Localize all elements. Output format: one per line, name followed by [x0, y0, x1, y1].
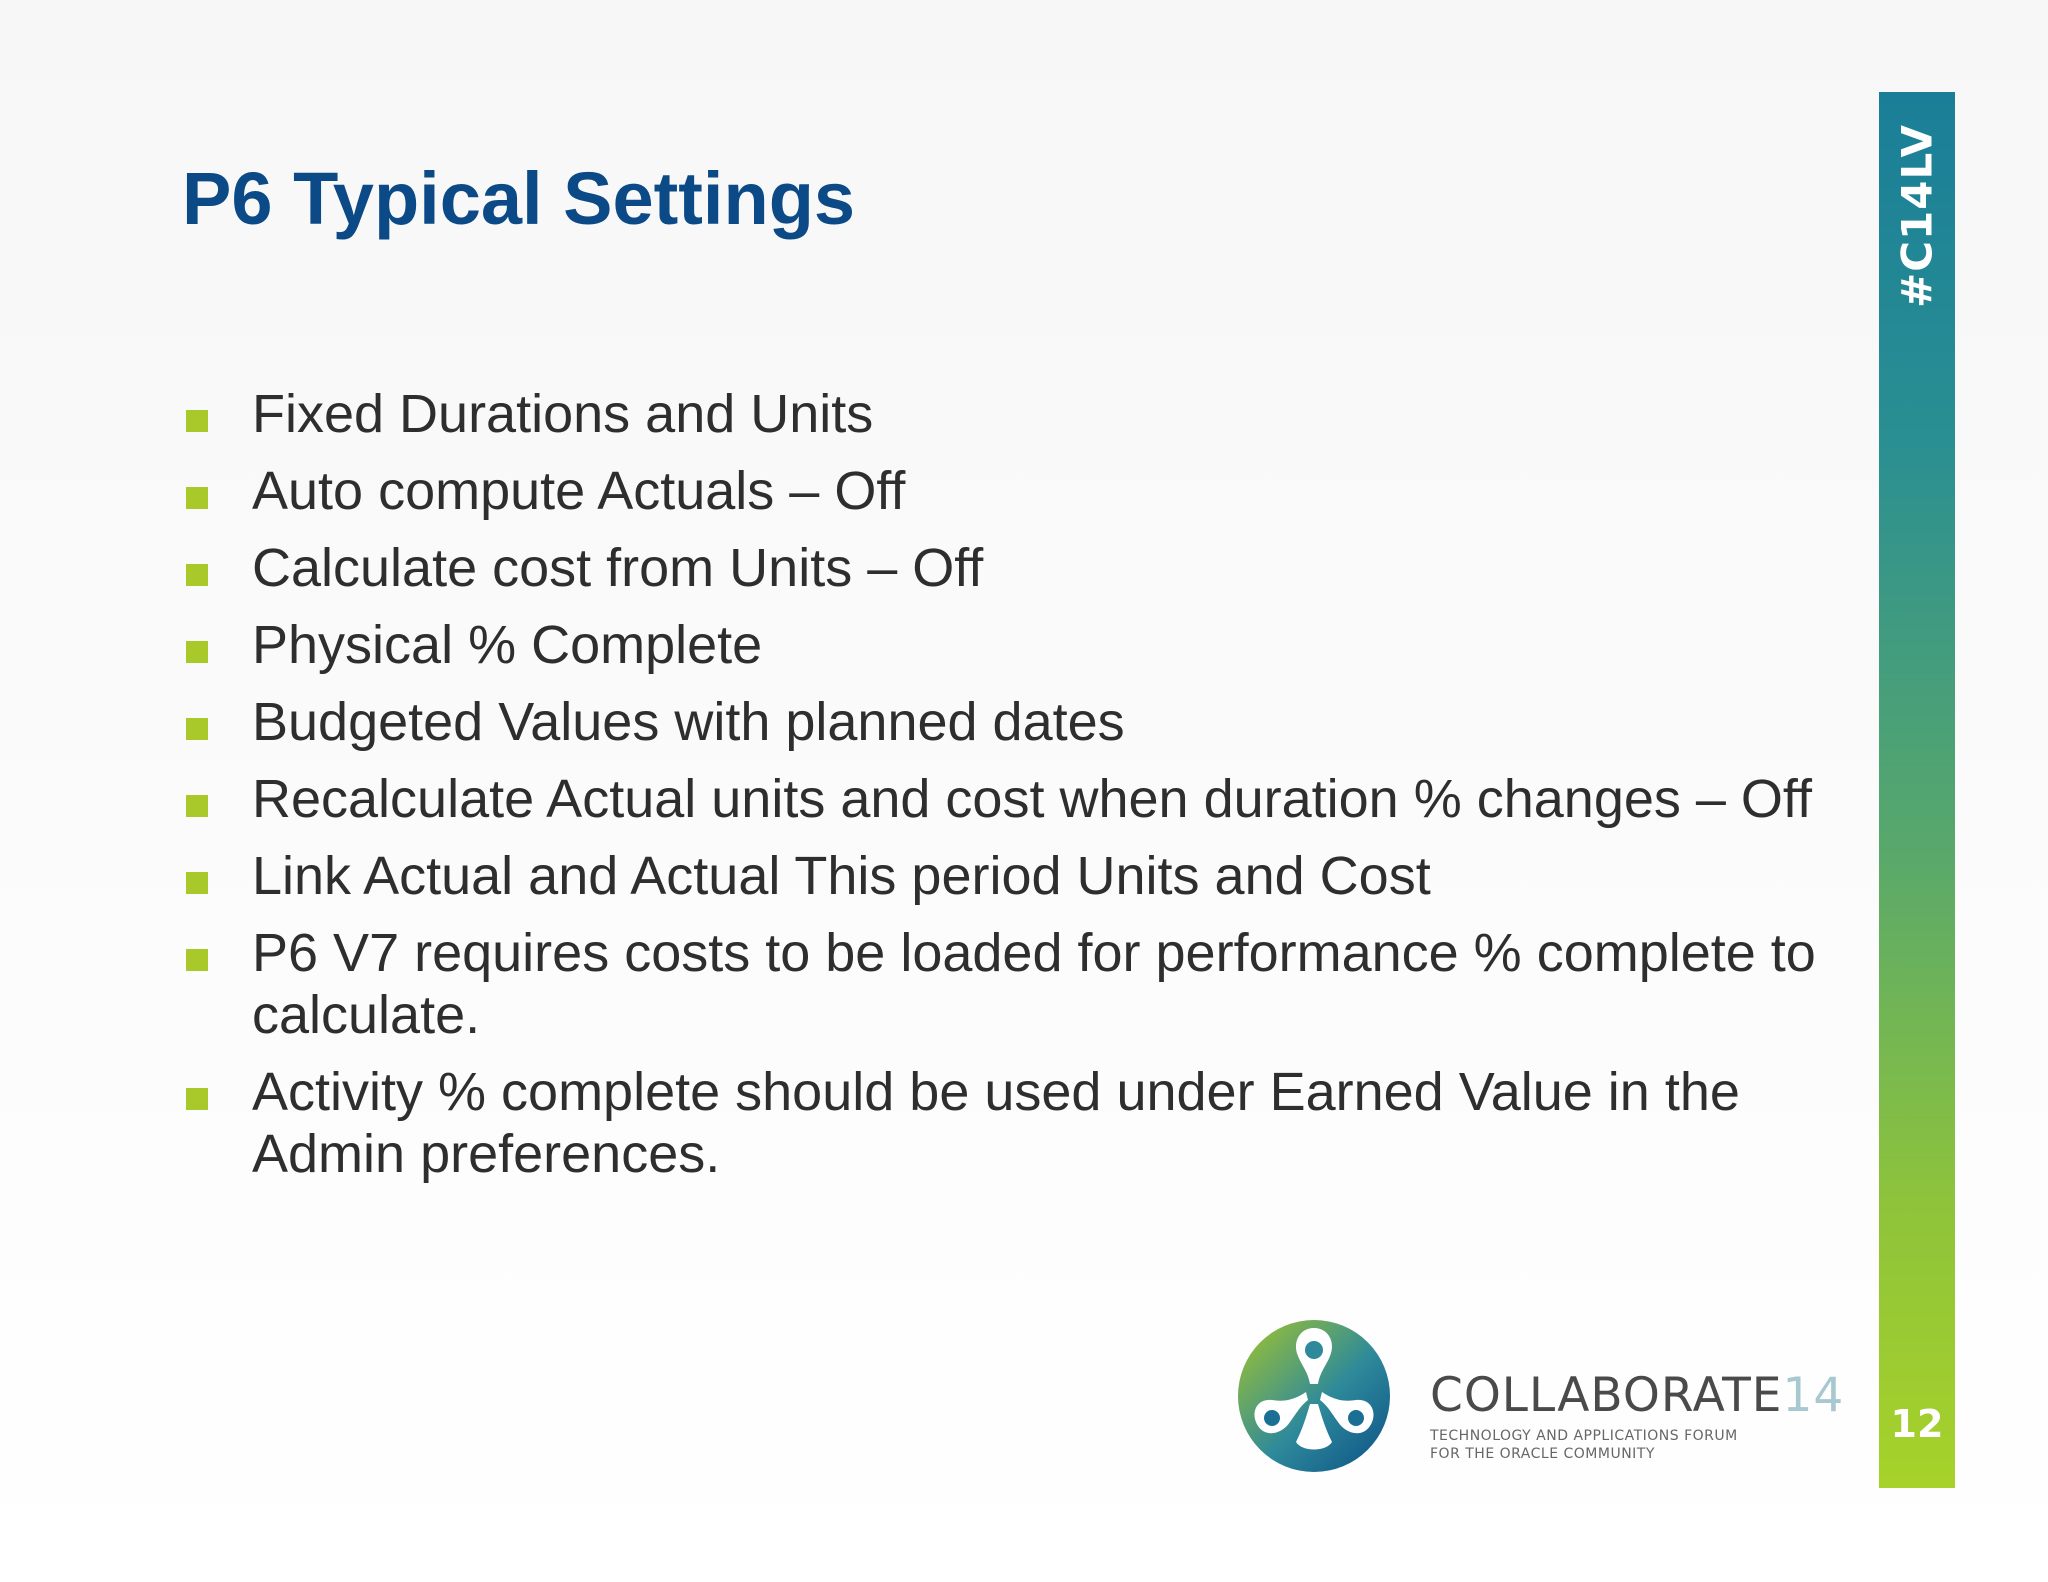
bullet-square-icon [186, 795, 208, 817]
list-item [182, 768, 1822, 830]
list-item [182, 460, 1822, 522]
brand-tagline: TECHNOLOGY AND APPLICATIONS FORUM FOR THE ORACLE COMMUNITY [1430, 1428, 1738, 1462]
bullet-text: Link Actual and Actual This period Units and Cost [252, 846, 1431, 906]
bullet-text: P6 V7 requires costs to be loaded for performance % complete to calculate. [252, 923, 1816, 1045]
bullet-square-icon [186, 1088, 208, 1110]
brand-name: COLLABORATE [1430, 1368, 1783, 1423]
slide-title: P6 Typical Settings [182, 157, 856, 240]
bullet-square-icon [186, 718, 208, 740]
event-hashtag: #C14LV [1892, 124, 1942, 308]
bullet-square-icon [186, 872, 208, 894]
list-item [182, 383, 1822, 445]
page-number: 12 [1890, 1402, 1944, 1446]
list-item [182, 691, 1822, 753]
bullet-text: Fixed Durations and Units [252, 384, 874, 444]
collaborate-trefoil-logo-icon [1236, 1318, 1392, 1474]
bullet-text: Calculate cost from Units – Off [252, 538, 984, 598]
bullet-square-icon [186, 641, 208, 663]
bullet-square-icon [186, 410, 208, 432]
list-item [182, 614, 1822, 676]
brand-wordmark [1430, 1368, 1844, 1463]
list-item [182, 537, 1822, 599]
list-item [182, 1061, 1822, 1185]
list-item [182, 922, 1822, 1046]
brand-year: 14 [1782, 1368, 1845, 1423]
list-item [182, 845, 1822, 907]
bullet-text: Physical % Complete [252, 615, 763, 675]
sidebar-gradient-bar [1879, 92, 1955, 1488]
bullet-list [182, 383, 1822, 1200]
bullet-square-icon [186, 564, 208, 586]
bullet-text: Budgeted Values with planned dates [252, 692, 1125, 752]
bullet-square-icon [186, 949, 208, 971]
bullet-text: Recalculate Actual units and cost when duration % changes – Off [252, 769, 1812, 829]
bullet-square-icon [186, 487, 208, 509]
bullet-text: Activity % complete should be used under Earned Value in the Admin preferences. [252, 1062, 1740, 1184]
bullet-text: Auto compute Actuals – Off [252, 461, 906, 521]
